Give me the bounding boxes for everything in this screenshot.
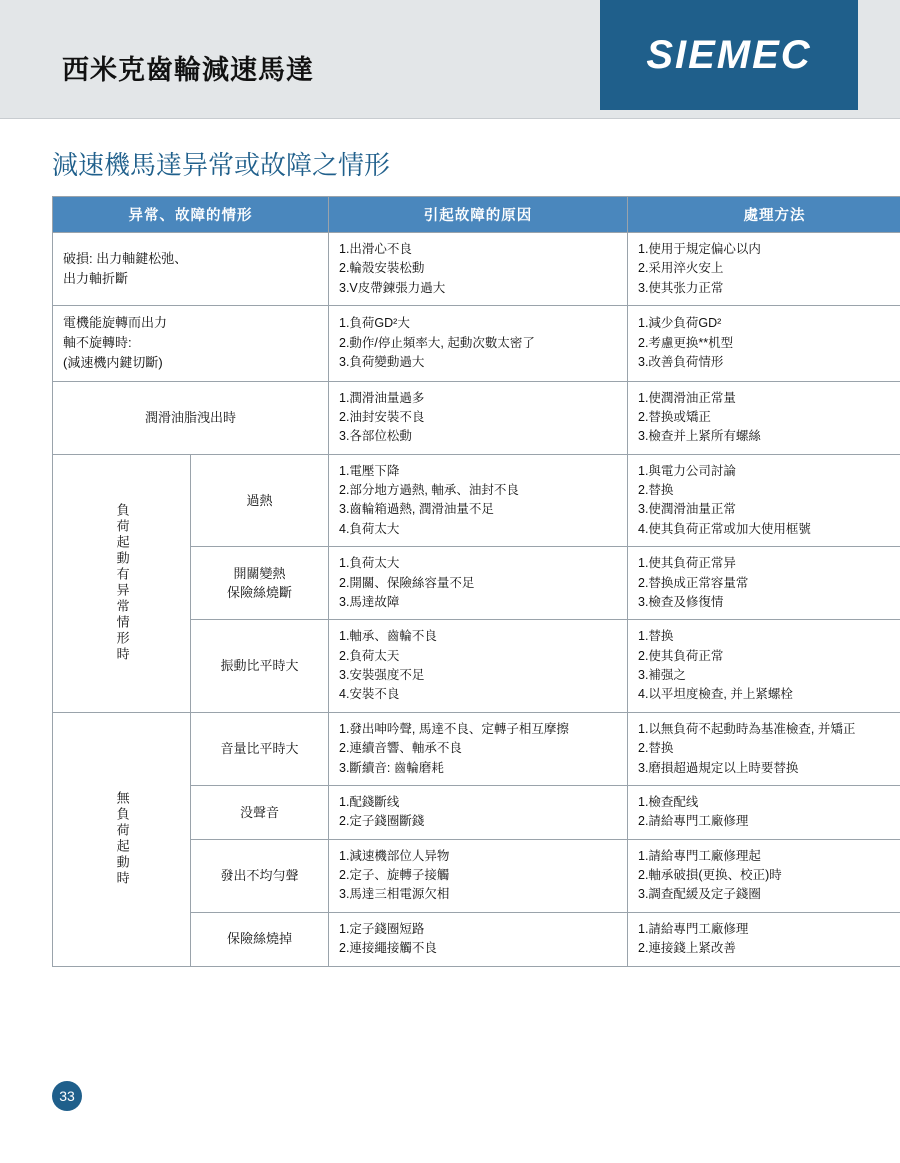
cause-line: 1.潤滑油量過多 xyxy=(339,390,425,405)
cell-cause xyxy=(329,233,628,306)
column-header-remedy: 處理方法 xyxy=(628,197,900,233)
table-row xyxy=(53,454,900,547)
cause-line: 1.出滑心不良 xyxy=(339,242,412,256)
row-group-label-text: 無負荷起動時 xyxy=(114,791,130,888)
cell-cause xyxy=(329,839,628,912)
symptom-line: 出力軸折斷 xyxy=(63,271,129,287)
remedy-line: 2.軸承破損(更换、校正)時 xyxy=(638,868,782,883)
troubleshooting-table xyxy=(52,196,900,967)
table-row xyxy=(53,712,900,785)
symptom-line: 潤滑油脂洩出時 xyxy=(144,409,236,425)
cause-line: 2.動作/停止頻率大, 起動次數太密了 xyxy=(339,335,535,350)
cell-cause xyxy=(329,785,628,839)
remedy-line: 3.調查配緩及定子錢圈 xyxy=(638,887,761,902)
cell-remedy xyxy=(628,381,900,454)
row-group-label xyxy=(53,712,191,966)
table-header-row xyxy=(53,197,900,233)
cell-symptom xyxy=(53,233,329,306)
remedy-line: 3.使其张力正常 xyxy=(638,280,724,295)
table-body xyxy=(53,233,900,967)
cell-cause xyxy=(329,381,628,454)
cell-cause xyxy=(329,620,628,713)
remedy-line: 3.檢查并上紧所有螺絲 xyxy=(638,429,761,444)
cause-line: 2.開關、保險絲容量不足 xyxy=(339,575,475,590)
table-row xyxy=(53,381,900,454)
remedy-line: 2.連接錢上紧改善 xyxy=(638,941,736,956)
brand-logo xyxy=(600,0,858,110)
remedy-line: 4.使其負荷正常或加大使用框號 xyxy=(638,521,811,536)
remedy-line: 2.替换成正常容量常 xyxy=(638,575,749,590)
cause-line: 3.斷續音: 齒輪磨耗 xyxy=(339,760,444,775)
cause-line: 1.負荷太大 xyxy=(339,556,400,571)
cell-symptom xyxy=(191,912,329,966)
cell-remedy xyxy=(628,620,900,713)
cell-remedy xyxy=(628,547,900,620)
cell-symptom xyxy=(191,839,329,912)
cause-line: 2.連接繩接觸不良 xyxy=(339,941,437,956)
cell-symptom xyxy=(53,306,329,381)
row-group-label-text: 負荷起動有异常情形時 xyxy=(114,503,130,664)
page-number: 33 xyxy=(52,1081,82,1111)
row-group-label xyxy=(53,454,191,712)
cell-symptom xyxy=(191,712,329,785)
remedy-line: 1.替换 xyxy=(638,629,674,644)
cause-line: 2.輪殼安裝松動 xyxy=(339,261,425,276)
remedy-line: 1.使其負荷正常异 xyxy=(638,556,736,571)
symptom-line: 發出不均勻聲 xyxy=(220,867,299,883)
cause-line: 2.定子錢圈斷錢 xyxy=(339,814,425,829)
cell-cause xyxy=(329,547,628,620)
symptom-line: 電機能旋轉而出力 xyxy=(63,315,168,331)
cause-line: 3.負荷變動過大 xyxy=(339,355,425,370)
cause-line: 3.馬達故障 xyxy=(339,594,400,609)
cause-line: 1.配錢斷线 xyxy=(339,794,400,809)
page-title: 減速機馬達异常或故障之情形 xyxy=(52,150,391,180)
symptom-line: 保險絲燒掉 xyxy=(226,931,292,947)
cause-line: 3.安裝强度不足 xyxy=(339,668,425,683)
symptom-line: (減速機内鍵切斷) xyxy=(63,355,163,371)
remedy-line: 3.檢查及修復情 xyxy=(638,594,724,609)
cell-remedy xyxy=(628,712,900,785)
symptom-line: 軸不旋轉時: xyxy=(63,335,132,351)
cause-line: 1.定子錢圈短路 xyxy=(339,921,425,936)
cell-remedy xyxy=(628,912,900,966)
remedy-line: 1.檢查配线 xyxy=(638,794,699,809)
table-header xyxy=(53,197,900,233)
cause-line: 3.各部位松動 xyxy=(339,429,412,444)
remedy-line: 1.請給專門工廠修理 xyxy=(638,921,749,936)
cause-line: 2.油封安裝不良 xyxy=(339,409,425,424)
cause-line: 2.負荷太天 xyxy=(339,648,400,663)
cell-cause xyxy=(329,454,628,547)
brand-logo-text: SIEMEC xyxy=(646,32,812,77)
cause-line: 1.發出呻吟聲, 馬達不良、定轉子相互摩擦 xyxy=(339,721,569,736)
cell-remedy xyxy=(628,233,900,306)
symptom-line: 過熱 xyxy=(246,492,273,508)
table-row xyxy=(53,306,900,381)
symptom-line: 破損: 出力軸鍵松弛、 xyxy=(63,250,188,266)
remedy-line: 3.使潤滑油量正常 xyxy=(638,502,736,517)
cell-cause xyxy=(329,912,628,966)
remedy-line: 1.與電力公司討論 xyxy=(638,463,736,478)
cause-line: 3.齒輪箱過熱, 潤滑油量不足 xyxy=(339,502,494,517)
remedy-line: 3.補强之 xyxy=(638,668,686,683)
remedy-line: 2.采用淬火安上 xyxy=(638,261,724,276)
remedy-line: 1.以無負荷不起動時為基准檢查, 并矯正 xyxy=(638,721,856,736)
cause-line: 2.部分地方過熱, 軸承、油封不良 xyxy=(339,483,519,498)
remedy-line: 2.替换或矯正 xyxy=(638,409,711,424)
cell-remedy xyxy=(628,454,900,547)
cell-cause xyxy=(329,712,628,785)
remedy-line: 2.使其負荷正常 xyxy=(638,648,724,663)
table-row xyxy=(53,233,900,306)
cell-remedy xyxy=(628,839,900,912)
remedy-line: 2.替换 xyxy=(638,741,674,756)
cell-symptom xyxy=(191,454,329,547)
remedy-line: 4.以平坦度檢查, 并上紧螺栓 xyxy=(638,687,793,702)
cause-line: 3.V皮帶鍊張力過大 xyxy=(339,280,446,295)
symptom-line: 没聲音 xyxy=(239,804,279,820)
remedy-line: 3.磨損超過規定以上時要替换 xyxy=(638,760,799,775)
cause-line: 1.軸承、齒輪不良 xyxy=(339,629,437,644)
remedy-line: 1.使潤滑油正常量 xyxy=(638,390,736,405)
symptom-line: 保險絲燒斷 xyxy=(226,585,292,601)
remedy-line: 2.請給專門工廠修理 xyxy=(638,814,749,829)
cause-line: 2.定子、旋轉子接觸 xyxy=(339,868,450,883)
cause-line: 2.連續音響、軸承不良 xyxy=(339,741,462,756)
cause-line: 1.減速機部位人异物 xyxy=(339,848,450,863)
page-header xyxy=(0,0,900,119)
cell-remedy xyxy=(628,306,900,381)
cause-line: 1.電壓下降 xyxy=(339,463,400,478)
remedy-line: 1.請給專門工廠修理起 xyxy=(638,848,761,863)
cause-line: 1.負荷GD²大 xyxy=(339,316,410,331)
remedy-line: 3.改善負荷情形 xyxy=(638,355,724,370)
cell-symptom xyxy=(191,547,329,620)
troubleshooting-table-wrap xyxy=(52,196,858,967)
remedy-line: 2.替换 xyxy=(638,483,674,498)
cell-symptom xyxy=(191,785,329,839)
cell-remedy xyxy=(628,785,900,839)
cell-symptom xyxy=(191,620,329,713)
symptom-line: 振動比平時大 xyxy=(220,658,299,674)
symptom-line: 開關變熱 xyxy=(233,565,286,581)
cell-cause xyxy=(329,306,628,381)
remedy-line: 2.考慮更换**机型 xyxy=(638,335,734,350)
header-title: 西米克齒輪減速馬達 xyxy=(62,55,314,85)
cause-line: 4.負荷太大 xyxy=(339,521,400,536)
remedy-line: 1.使用于規定偏心以内 xyxy=(638,242,761,256)
symptom-line: 音量比平時大 xyxy=(220,741,299,757)
cause-line: 3.馬達三相電源欠相 xyxy=(339,887,450,902)
cause-line: 4.安裝不良 xyxy=(339,687,400,702)
cell-symptom xyxy=(53,381,329,454)
column-header-cause: 引起故障的原因 xyxy=(329,197,628,233)
remedy-line: 1.減少負荷GD² xyxy=(638,316,722,331)
column-header-symptom: 异常、故障的情形 xyxy=(53,197,329,233)
